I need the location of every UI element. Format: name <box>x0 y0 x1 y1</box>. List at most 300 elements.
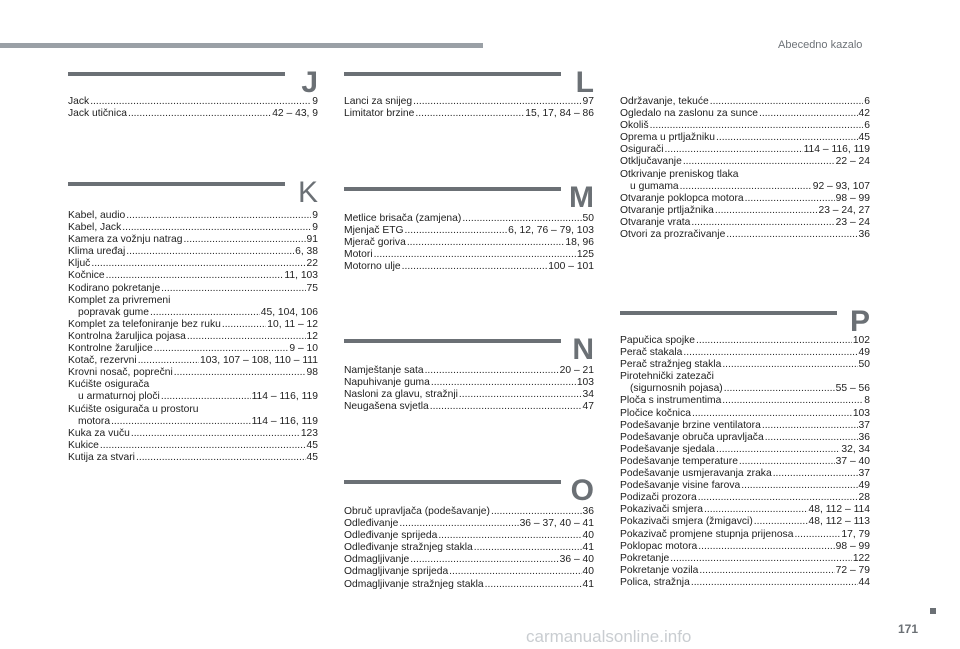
index-entry <box>68 210 318 222</box>
entry-list <box>68 210 318 464</box>
entry-term: Otključavanje <box>620 156 682 168</box>
page-marker <box>930 608 936 614</box>
section-letter: O <box>570 474 594 507</box>
entry-pages: 23 – 24 <box>835 216 870 228</box>
dot-leader <box>106 270 284 282</box>
entry-term: Napuhivanje guma <box>344 377 430 389</box>
entry-term: Kotač, rezervni <box>68 355 137 367</box>
index-entry <box>68 258 318 270</box>
section-title: Abecedno kazalo <box>778 39 863 51</box>
dot-leader <box>91 258 305 270</box>
section-rule <box>68 72 285 76</box>
dot-leader <box>741 480 857 492</box>
dot-leader <box>126 210 311 222</box>
index-entry <box>620 516 870 528</box>
entry-term: Namještanje sata <box>344 365 424 376</box>
entry-pages: 42 <box>858 108 870 120</box>
index-entry <box>344 377 594 389</box>
dot-leader <box>691 577 858 589</box>
dot-leader <box>699 565 834 577</box>
dot-leader <box>111 416 251 428</box>
entry-term: Kodirano pokretanje <box>68 282 161 294</box>
entry-term: Ploča s instrumentima <box>620 395 722 407</box>
dot-leader <box>399 518 518 530</box>
index-entry <box>620 541 870 553</box>
dot-leader <box>402 261 548 273</box>
dot-leader <box>431 377 576 389</box>
entry-pages: 45 <box>306 451 318 463</box>
entry-term: Odleđivanje sprijeda <box>344 530 438 542</box>
entry-term: Motorno ulje <box>344 261 401 273</box>
section-rule <box>344 339 561 343</box>
entry-term: Oprema u prtljažniku <box>620 132 715 144</box>
index-entry <box>620 383 870 395</box>
index-entry <box>68 234 318 246</box>
entry-pages: 41 <box>582 578 594 590</box>
dot-leader <box>131 428 300 440</box>
entry-term: Podešavanje sjedala <box>620 443 716 455</box>
entry-term: Otkrivanje preniskog tlaka <box>620 168 739 180</box>
dot-leader <box>154 343 289 355</box>
dot-leader <box>459 389 582 401</box>
dot-leader <box>650 120 864 132</box>
entry-pages: 37 <box>858 468 870 480</box>
entry-pages: 98 – 99 <box>835 540 870 552</box>
entry-term: Kamera za vožnju natrag <box>68 234 183 246</box>
entry-term: Podešavanje brzine ventilatora <box>620 419 761 431</box>
entry-term: Klima uređaj <box>68 246 126 258</box>
dot-leader <box>438 530 581 542</box>
index-entry <box>68 452 318 464</box>
index-entry <box>620 144 870 156</box>
index-entry <box>620 132 870 144</box>
entry-term: Pokazivači smjera <box>620 504 703 516</box>
dot-leader <box>765 432 858 444</box>
index-entry <box>344 213 594 225</box>
header-bar <box>0 43 483 48</box>
index-entry <box>68 404 318 416</box>
dot-leader <box>722 395 863 407</box>
entry-pages: 9 <box>312 222 318 234</box>
entry-term: Nasloni za glavu, stražnji <box>344 389 458 401</box>
dot-leader <box>665 144 803 156</box>
dot-leader <box>222 319 266 331</box>
entry-term: Odmagljivanje stražnjeg stakla <box>344 578 484 590</box>
entry-term: (sigurnosnih pojasa) <box>630 383 723 395</box>
entry-pages: 48, 112 – 114 <box>808 504 870 516</box>
section-letter: P <box>849 305 870 338</box>
index-entry <box>344 566 594 578</box>
index-entry <box>344 237 594 249</box>
index-entry <box>620 108 870 120</box>
entry-term: Komplet za telefoniranje bez ruku <box>68 318 221 330</box>
index-entry <box>344 579 594 591</box>
entry-term: Kuka za vuču <box>68 427 130 439</box>
entry-pages: 37 <box>858 419 870 431</box>
entry-pages: 32, 34 <box>841 443 870 455</box>
entry-term: Kontrolna žaruljica pojasa <box>68 330 186 342</box>
entry-term: Održavanje, tekuće <box>620 96 709 107</box>
index-entry <box>68 295 318 307</box>
entry-term: Kabel, audio <box>68 210 126 221</box>
entry-term: Ogledalo na zaslonu za sunce <box>620 108 758 120</box>
entry-term: Neugašena svjetla <box>344 401 429 413</box>
entry-pages: 36 <box>858 431 870 443</box>
entry-pages: 17, 79 <box>841 528 870 540</box>
index-entry <box>620 420 870 432</box>
dot-leader <box>405 225 508 237</box>
entry-term: Osigurači <box>620 144 664 156</box>
entry-term: Pokazivač promjene stupnja prijenosa <box>620 528 794 540</box>
index-entry <box>68 379 318 391</box>
entry-term: Kutija za stvari <box>68 451 135 463</box>
entry-term: Otvaranje vrata <box>620 216 691 228</box>
index-entry <box>620 565 870 577</box>
index-entry <box>620 96 870 108</box>
entry-pages: 102 <box>852 335 870 346</box>
entry-term: motora <box>78 415 111 427</box>
dot-leader <box>726 229 857 241</box>
entry-list <box>620 335 870 589</box>
section-rule <box>68 182 285 186</box>
entry-term: u gumama <box>630 180 679 192</box>
entry-term: Odleđivanje <box>344 518 399 530</box>
dot-leader <box>183 234 305 246</box>
index-entry <box>68 222 318 234</box>
entry-pages: 72 – 79 <box>835 564 870 576</box>
dot-leader <box>128 108 271 120</box>
entry-term: Poklopac motora <box>620 540 698 552</box>
index-entry <box>620 492 870 504</box>
entry-pages: 28 <box>858 492 870 504</box>
entry-term: Jack <box>68 96 90 107</box>
entry-pages: 45 <box>858 132 870 144</box>
index-entry <box>620 577 870 589</box>
entry-term: Otvaranje poklopca motora <box>620 192 744 204</box>
entry-term: Pokazivači smjera (žmigavci) <box>620 516 753 528</box>
index-entry <box>68 307 318 319</box>
index-entry <box>344 225 594 237</box>
dot-leader <box>704 504 808 516</box>
entry-pages: 123 <box>300 427 318 439</box>
dot-leader <box>374 249 576 261</box>
entry-pages: 34 <box>582 389 594 401</box>
entry-term: Ključ <box>68 258 91 270</box>
dot-leader <box>161 283 305 295</box>
entry-list <box>344 365 594 413</box>
dot-leader <box>716 444 840 456</box>
dot-leader <box>138 355 199 367</box>
index-entry <box>68 319 318 331</box>
index-entry <box>344 249 594 261</box>
dot-leader <box>710 96 864 108</box>
index-entry <box>344 401 594 413</box>
entry-pages: 45, 104, 106 <box>260 306 318 318</box>
dot-leader <box>762 420 858 432</box>
entry-list <box>344 213 594 273</box>
index-entry <box>68 270 318 282</box>
entry-pages: 55 – 56 <box>835 383 870 395</box>
entry-term: Jack utičnica <box>68 108 127 120</box>
entry-pages: 41 <box>582 542 594 554</box>
dot-leader <box>136 452 306 464</box>
entry-list <box>68 96 318 120</box>
index-entry <box>344 261 594 273</box>
entry-pages: 8 <box>864 395 870 407</box>
index-entry <box>620 504 870 516</box>
entry-pages: 20 – 21 <box>559 365 594 376</box>
dot-leader <box>698 492 858 504</box>
dot-leader <box>724 383 835 395</box>
entry-pages: 22 <box>306 258 318 270</box>
entry-term: Lanci za snijeg <box>344 96 413 107</box>
entry-pages: 9 – 10 <box>289 343 318 355</box>
entry-term: Komplet za privremeni <box>68 294 171 306</box>
dot-leader <box>462 213 581 225</box>
index-entry <box>68 391 318 403</box>
entry-pages: 22 – 24 <box>835 156 870 168</box>
dot-leader <box>90 96 311 108</box>
entry-term: Mjerač goriva <box>344 237 406 249</box>
dot-leader <box>759 108 858 120</box>
index-entry <box>344 542 594 554</box>
dot-leader <box>794 529 840 541</box>
entry-pages: 114 – 116, 119 <box>803 144 870 156</box>
dot-leader <box>683 347 857 359</box>
section-letter: N <box>572 333 594 366</box>
dot-leader <box>174 367 306 379</box>
entry-term: Motori <box>344 249 373 261</box>
entry-pages: 103, 107 – 108, 110 – 111 <box>200 355 318 367</box>
entry-term: Perač stakala <box>620 347 683 359</box>
entry-pages: 11, 103 <box>284 270 318 282</box>
entry-term: Podešavanje obruča upravljača <box>620 431 764 443</box>
dot-leader <box>410 554 558 566</box>
section-letter: M <box>569 181 594 214</box>
entry-pages: 12 <box>306 330 318 342</box>
dot-leader <box>122 222 311 234</box>
dot-leader <box>161 391 251 403</box>
dot-leader <box>745 193 835 205</box>
entry-term: Mjenjač ETG <box>344 225 404 237</box>
dot-leader <box>722 359 857 371</box>
index-entry <box>68 416 318 428</box>
dot-leader <box>413 96 581 108</box>
entry-term: Kočnice <box>68 270 105 282</box>
index-entry <box>620 359 870 371</box>
index-entry <box>620 229 870 241</box>
section-rule <box>620 311 837 315</box>
entry-pages: 18, 96 <box>565 237 594 249</box>
entry-pages: 9 <box>312 96 318 107</box>
entry-pages: 49 <box>858 480 870 492</box>
index-entry <box>620 347 870 359</box>
index-entry <box>344 506 594 518</box>
entry-term: Odmagljivanje <box>344 554 410 566</box>
entry-pages: 6 <box>864 120 870 132</box>
entry-pages: 49 <box>858 347 870 359</box>
entry-pages: 50 <box>582 213 594 224</box>
index-entry <box>68 343 318 355</box>
entry-pages: 75 <box>306 282 318 294</box>
entry-list <box>344 96 594 120</box>
entry-term: Kućište osigurača <box>68 379 150 391</box>
entry-pages: 103 <box>576 377 594 389</box>
index-entry <box>344 554 594 566</box>
dot-leader <box>474 542 582 554</box>
entry-term: Otvori za prozračivanje <box>620 229 726 241</box>
entry-pages: 6, 12, 76 – 79, 103 <box>508 225 594 237</box>
entry-pages: 40 <box>582 530 594 542</box>
entry-pages: 44 <box>858 576 870 588</box>
entry-pages: 98 – 99 <box>835 192 870 204</box>
entry-pages: 114 – 116, 119 <box>251 415 318 427</box>
index-entry <box>620 169 870 181</box>
section-rule <box>344 187 561 191</box>
entry-pages: 10, 11 – 12 <box>267 318 318 330</box>
dot-leader <box>715 205 818 217</box>
index-entry <box>344 389 594 401</box>
dot-leader <box>696 335 852 347</box>
entry-pages: 37 – 40 <box>835 455 870 467</box>
dot-leader <box>683 156 835 168</box>
entry-term: Kukice <box>68 439 99 451</box>
section-rule <box>344 480 561 484</box>
entry-pages: 40 <box>582 566 594 578</box>
dot-leader <box>491 506 582 518</box>
entry-pages: 114 – 116, 119 <box>251 391 318 403</box>
entry-pages: 45 <box>306 439 318 451</box>
index-entry <box>68 283 318 295</box>
entry-pages: 100 – 101 <box>548 261 594 273</box>
index-entry <box>620 395 870 407</box>
entry-pages: 47 <box>582 401 594 413</box>
entry-term: Otvaranje prtljažnika <box>620 204 714 216</box>
entry-term: Obruč upravljača (podešavanje) <box>344 506 490 517</box>
entry-list <box>344 506 594 591</box>
entry-pages: 42 – 43, 9 <box>272 108 318 120</box>
page-number: 171 <box>898 622 919 636</box>
index-entry <box>68 428 318 440</box>
entry-term: Okoliš <box>620 120 649 132</box>
index-entry <box>68 331 318 343</box>
dot-leader <box>126 246 294 258</box>
index-entry <box>620 181 870 193</box>
index-entry <box>620 529 870 541</box>
entry-pages: 98 <box>306 367 318 379</box>
entry-term: popravak gume <box>78 306 149 318</box>
index-entry <box>68 355 318 367</box>
index-entry <box>620 444 870 456</box>
index-entry <box>620 371 870 383</box>
index-entry <box>344 530 594 542</box>
dot-leader <box>692 408 852 420</box>
entry-pages: 6, 38 <box>295 246 318 258</box>
entry-term: Metlice brisača (zamjena) <box>344 213 462 224</box>
entry-pages: 36 <box>582 506 594 517</box>
index-entry <box>68 246 318 258</box>
entry-term: Pokretanje vozila <box>620 564 699 576</box>
entry-pages: 36 – 40 <box>559 554 594 566</box>
entry-term: Perač stražnjeg stakla <box>620 359 722 371</box>
index-entry <box>68 108 318 120</box>
entry-list <box>620 96 870 241</box>
dot-leader <box>698 541 834 553</box>
section-rule <box>344 72 561 76</box>
entry-term: Podešavanje visine farova <box>620 480 741 492</box>
entry-term: Kućište osigurača u prostoru <box>68 403 199 415</box>
index-entry <box>620 205 870 217</box>
entry-term: Kontrolne žaruljice <box>68 343 153 355</box>
dot-leader <box>187 331 306 343</box>
entry-pages: 6 <box>864 96 870 107</box>
dot-leader <box>150 307 260 319</box>
dot-leader <box>425 365 559 377</box>
entry-term: Pirotehnički zatezači <box>620 371 714 383</box>
entry-pages: 36 – 37, 40 – 41 <box>519 518 594 530</box>
entry-pages: 103 <box>852 407 870 419</box>
entry-pages: 122 <box>852 552 870 564</box>
entry-term: Polica, stražnja <box>620 576 690 588</box>
entry-term: Podešavanje temperature <box>620 455 738 467</box>
index-entry <box>620 468 870 480</box>
entry-term: Papučica spojke <box>620 335 695 346</box>
index-entry <box>620 553 870 565</box>
index-entry <box>620 480 870 492</box>
index-entry <box>344 108 594 120</box>
dot-leader <box>773 468 858 480</box>
entry-pages: 36 <box>858 229 870 241</box>
index-entry <box>620 120 870 132</box>
entry-pages: 92 – 93, 107 <box>812 180 870 192</box>
index-entry <box>344 365 594 377</box>
entry-pages: 9 <box>312 210 318 221</box>
entry-pages: 125 <box>576 249 594 261</box>
entry-pages: 91 <box>306 234 318 246</box>
entry-term: Podešavanje usmjeravanja zraka <box>620 468 772 480</box>
dot-leader <box>670 553 852 565</box>
index-entry <box>620 335 870 347</box>
entry-term: Limitator brzine <box>344 108 415 120</box>
watermark: carmanualsonline.info <box>526 627 692 646</box>
dot-leader <box>449 566 581 578</box>
section-letter: J <box>301 66 318 99</box>
index-entry <box>620 408 870 420</box>
entry-term: Kabel, Jack <box>68 222 122 234</box>
index-entry <box>620 456 870 468</box>
index-entry <box>620 432 870 444</box>
index-entry <box>620 193 870 205</box>
dot-leader <box>754 516 808 528</box>
dot-leader <box>407 237 565 249</box>
section-letter: K <box>297 176 318 209</box>
dot-leader <box>716 132 858 144</box>
index-entry <box>620 156 870 168</box>
dot-leader <box>100 440 306 452</box>
entry-pages: 97 <box>582 96 594 107</box>
entry-term: Odleđivanje stražnjeg stakla <box>344 542 473 554</box>
entry-term: Pokretanje <box>620 552 670 564</box>
index-entry <box>68 367 318 379</box>
dot-leader <box>739 456 835 468</box>
entry-term: Podizači prozora <box>620 492 697 504</box>
index-entry <box>344 96 594 108</box>
entry-term: Odmagljivanje sprijeda <box>344 566 449 578</box>
index-entry <box>620 217 870 229</box>
dot-leader <box>430 401 582 413</box>
dot-leader <box>415 108 524 120</box>
entry-pages: 50 <box>858 359 870 371</box>
